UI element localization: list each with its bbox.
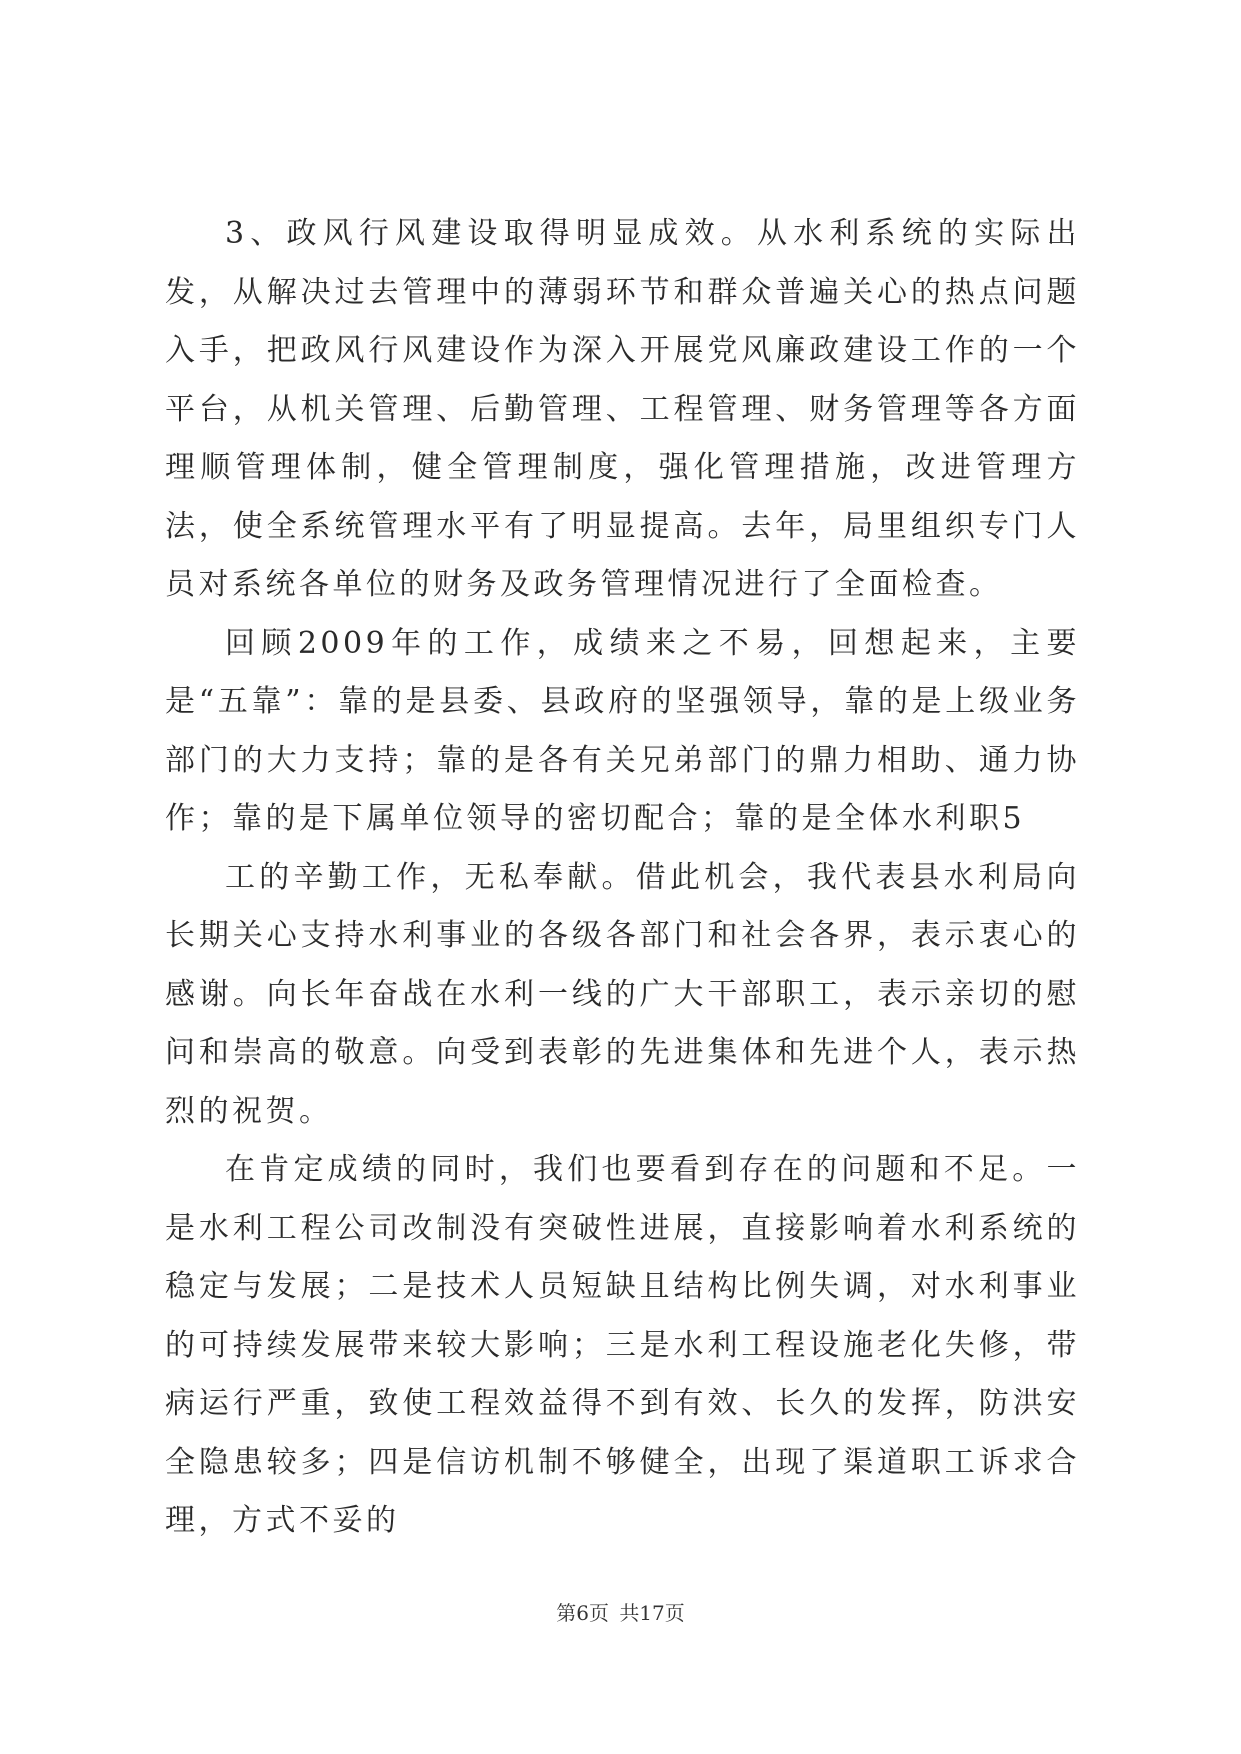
paragraph-3: 工的辛勤工作，无私奉献。借此机会，我代表县水利局向长期关心支持水利事业的各级各部门和社会各界，表示衷心的感谢。向长年奋战在水利一线的广大干部职工，表示亲切的慰问和崇高的敬意。向受到表彰的先进集体和先进个人，表示热烈的祝贺。 [165, 859, 1080, 1129]
page-footer [0, 1597, 1241, 1626]
page-number: 第6页 [556, 1601, 609, 1625]
page-total: 共17页 [619, 1601, 685, 1625]
paragraph-2: 回顾2009年的工作，成绩来之不易，回想起来，主要是“五靠”：靠的是县委、县政府的坚强领导，靠的是上级业务部门的大力支持；靠的是各有关兄弟部门的鼎力相助、通力协作；靠的是下属单位领导的密切配合；靠的是全体水利职5 [165, 625, 1080, 836]
document-body [165, 205, 1080, 1551]
paragraph-4: 在肯定成绩的同时，我们也要看到存在的问题和不足。一是水利工程公司改制没有突破性进展，直接影响着水利系统的稳定与发展；二是技术人员短缺且结构比例失调，对水利事业的可持续发展带来较大影响；三是水利工程设施老化失修，带病运行严重，致使工程效益得不到有效、长久的发挥，防洪安全隐患较多；四是信访机制不够健全，出现了渠道职工诉求合理，方式不妥的 [165, 1152, 1080, 1538]
paragraph-1: 3、政风行风建设取得明显成效。从水利系统的实际出发，从解决过去管理中的薄弱环节和群众普遍关心的热点问题入手，把政风行风建设作为深入开展党风廉政建设工作的一个平台，从机关管理、后勤管理、工程管理、财务管理等各方面理顺管理体制，健全管理制度，强化管理措施，改进管理方法，使全系统管理水平有了明显提高。去年，局里组织专门人员对系统各单位的财务及政务管理情况进行了全面检查。 [165, 216, 1080, 602]
